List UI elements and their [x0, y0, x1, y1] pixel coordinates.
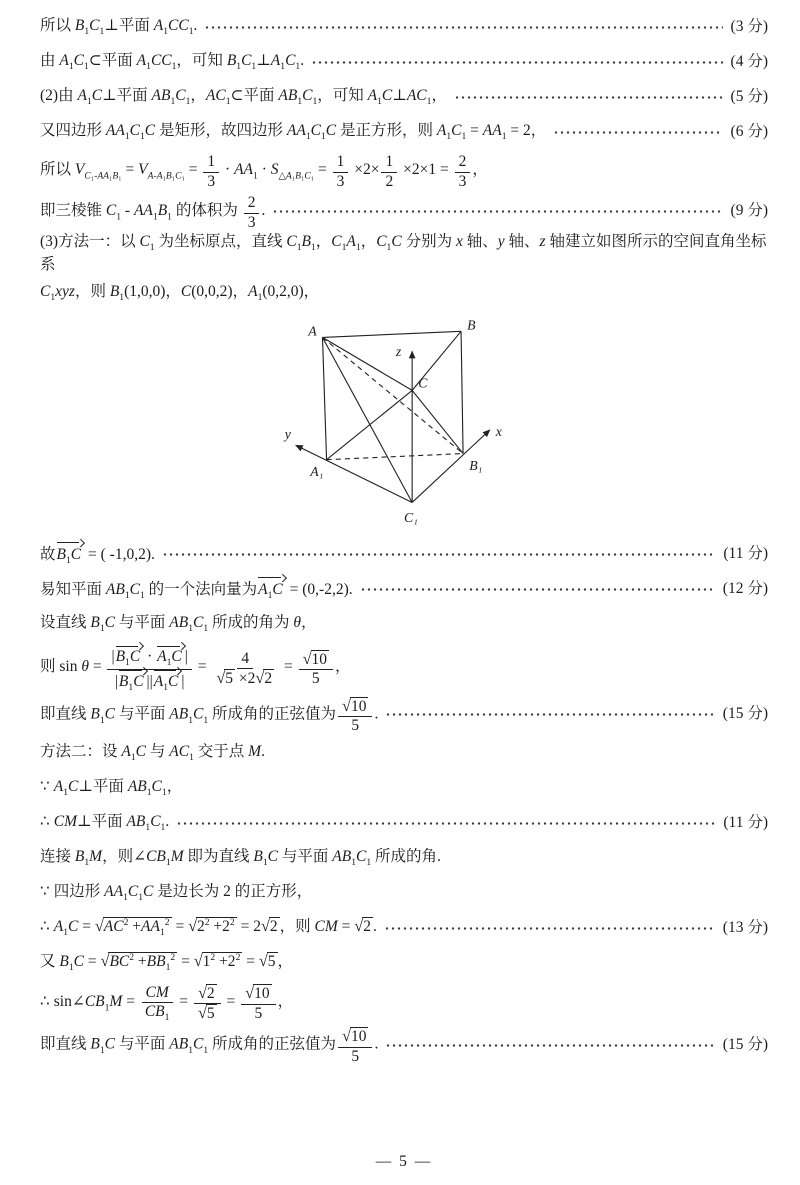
- dotted-leader: [311, 59, 722, 66]
- solution-line: [40, 232, 768, 276]
- line-text: 则 sin θ = $\frac{|B_1C \cdot A_1C |}{|B_1C ||A_1C |}$ = $\frac{4}{√5 \times 2√2}$ = $\frac{√10}{5}$ ，: [40, 642, 351, 693]
- dotted-leader: [204, 24, 722, 31]
- dotted-leader: [272, 208, 722, 215]
- score-badge: (13 分): [722, 918, 768, 936]
- vertex-label-b1: B₁: [469, 458, 483, 474]
- solution-line: [40, 694, 768, 736]
- line-text: $C_1xyz$，则 $B_1(1,0,0)$，C(0,0,2)，$A_1(0,2,0)$，: [40, 283, 320, 304]
- solution-line: [40, 45, 768, 80]
- solution-line: [40, 736, 768, 771]
- solution-line: [40, 1024, 768, 1066]
- line-text: 方法二：设 $A_1C$ 与 $AC_1$ 交于点 M.: [40, 742, 265, 763]
- solution-line: [40, 276, 768, 311]
- score-badge: (4 分): [730, 53, 768, 71]
- score-badge: (3 分): [730, 18, 768, 36]
- score-badge: (12 分): [722, 580, 768, 598]
- line-text: 即三棱锥 $C_1 - AA_1B_1$ 的体积为 $\frac{2}{3}$ .: [40, 191, 265, 232]
- dotted-leader: [553, 129, 722, 136]
- line-text: ∵ 四边形 $AA_1C_1C$ 是边长为 2 的正方形，: [40, 882, 313, 903]
- line-text: (2)由 $A_1C\perp$平面 $AB_1C_1$，$AC_1\subset$平面 $AB_1C_1$，可知 $A_1C\perp AC_1$，: [40, 86, 447, 108]
- line-text: 所以 $B_1C_1\perp$平面 $A_1CC_1$.: [40, 16, 198, 38]
- vertex-label-a1: A₁: [310, 464, 324, 480]
- line-text: ∵ $A_1C\perp$平面 $AB_1C_1$，: [40, 777, 183, 798]
- line-text: (3)方法一：以 $C_1$ 为坐标原点，直线 $C_1B_1$，$C_1A_1$，$C_1C$ 分别为 x 轴、y 轴、z 轴建立如图所示的空间直角坐标系: [40, 233, 767, 274]
- axis-label-x: x: [495, 424, 502, 440]
- solution-line: [40, 10, 768, 45]
- line-text: ∴ $A_1C = √AC^2 +AA_1^2 = √2^2 +2^2 = 2√2$ ，则 CM = √2 .: [40, 917, 377, 939]
- line-text: 设直线 $B_1C$ 与平面 $AB_1C_1$ 所成的角为 θ，: [40, 614, 317, 635]
- vertex-label-a: A: [308, 323, 317, 339]
- dotted-leader: [176, 820, 715, 827]
- axis-label-y: y: [284, 426, 291, 442]
- line-text: 即直线 $B_1C$ 与平面 $AB_1C_1$ 所成角的正弦值为 $\frac{√10}{5}$ .: [40, 694, 378, 736]
- dotted-leader: [162, 551, 716, 558]
- axis-label-z: z: [395, 344, 402, 360]
- solution-line: [40, 946, 768, 981]
- line-text: 易知平面 $AB_1C_1$ 的一个法向量为$A_1C = (0,-2,2)$.: [40, 580, 353, 601]
- dotted-leader: [360, 586, 715, 593]
- score-badge: (6 分): [730, 123, 768, 141]
- vertex-label-c: C: [418, 375, 428, 391]
- dotted-leader: [454, 94, 723, 101]
- line-text: 又四边形 $AA_1C_1C$ 是矩形，故四边形 $AA_1C_1C$ 是正方形，则 $A_1C_1 = AA_1 = 2$，: [40, 121, 547, 143]
- score-badge: (15 分): [722, 705, 768, 723]
- solution-line: [40, 642, 768, 693]
- solution-line: [40, 876, 768, 911]
- prism-diagram: [279, 315, 529, 531]
- dotted-leader: [384, 925, 715, 932]
- vertex-label-c1: C₁: [404, 510, 418, 526]
- line-text: 由 $A_1C_1\subset$平面 $A_1CC_1$，可知 $B_1C_1\perp A_1C_1$.: [40, 51, 305, 73]
- solution-line: [40, 191, 768, 232]
- solution-lines-bottom: [40, 537, 768, 1066]
- line-text: ∴ CM⊥平面 $AB_1C_1$.: [40, 812, 170, 833]
- line-text: 连接 $B_1M$，则$\angle CB_1M$ 即为直线 $B_1C$ 与平面 $AB_1C_1$ 所成的角.: [40, 847, 441, 868]
- solution-line: [40, 771, 768, 806]
- score-badge: (9 分): [730, 202, 768, 220]
- line-text: 所以 $V_{C_1-AA_1B_1} = V_{A-A_1B_1C_1}$ = $\frac{1}{3}$ · $AA_1 \cdot S_{\triangle A_1B_1C_1}$ = $\frac{1}{3}$ ×2× $\frac{1}{2}$ ×2×1 = $\frac{2}{3}$ ，: [40, 150, 488, 191]
- score-badge: (11 分): [723, 545, 768, 563]
- line-text: 即直线 $B_1C$ 与平面 $AB_1C_1$ 所成角的正弦值为 $\frac{√10}{5}$ .: [40, 1024, 378, 1066]
- page-number: — 5 —: [375, 1153, 433, 1170]
- dotted-leader: [385, 1042, 714, 1049]
- solution-line: [40, 572, 768, 607]
- prism-edges: [296, 332, 490, 503]
- geometry-figure: [40, 315, 768, 531]
- solution-line: [40, 911, 768, 946]
- vertex-labels: [283, 318, 502, 526]
- solution-line: [40, 806, 768, 841]
- line-text: ∴ $\sin\angle CB_1M$ = $\frac{CM}{CB_1}$ = $\frac{√2}{√5}$ = $\frac{√10}{5}$ ，: [40, 981, 293, 1024]
- solution-line: [40, 981, 768, 1024]
- solution-line: [40, 80, 768, 115]
- vertex-label-b: B: [467, 317, 476, 333]
- solution-line: [40, 150, 768, 191]
- line-text: 又 $B_1C = √BC^2 +BB_1^2 = √1^2 +2^2 = √5$ ，: [40, 952, 294, 974]
- line-text: 故$B_1C$ = ( -1,0,2).: [40, 545, 155, 566]
- score-badge: (11 分): [723, 813, 768, 831]
- solution-line: [40, 607, 768, 642]
- solution-line: [40, 115, 768, 150]
- score-badge: (5 分): [730, 88, 768, 106]
- solution-line: [40, 841, 768, 876]
- solution-line: [40, 537, 768, 572]
- hidden-edge-A1B1: [327, 454, 464, 460]
- score-badge: (15 分): [722, 1035, 768, 1053]
- solution-lines-top: [40, 10, 768, 311]
- dotted-leader: [385, 711, 714, 718]
